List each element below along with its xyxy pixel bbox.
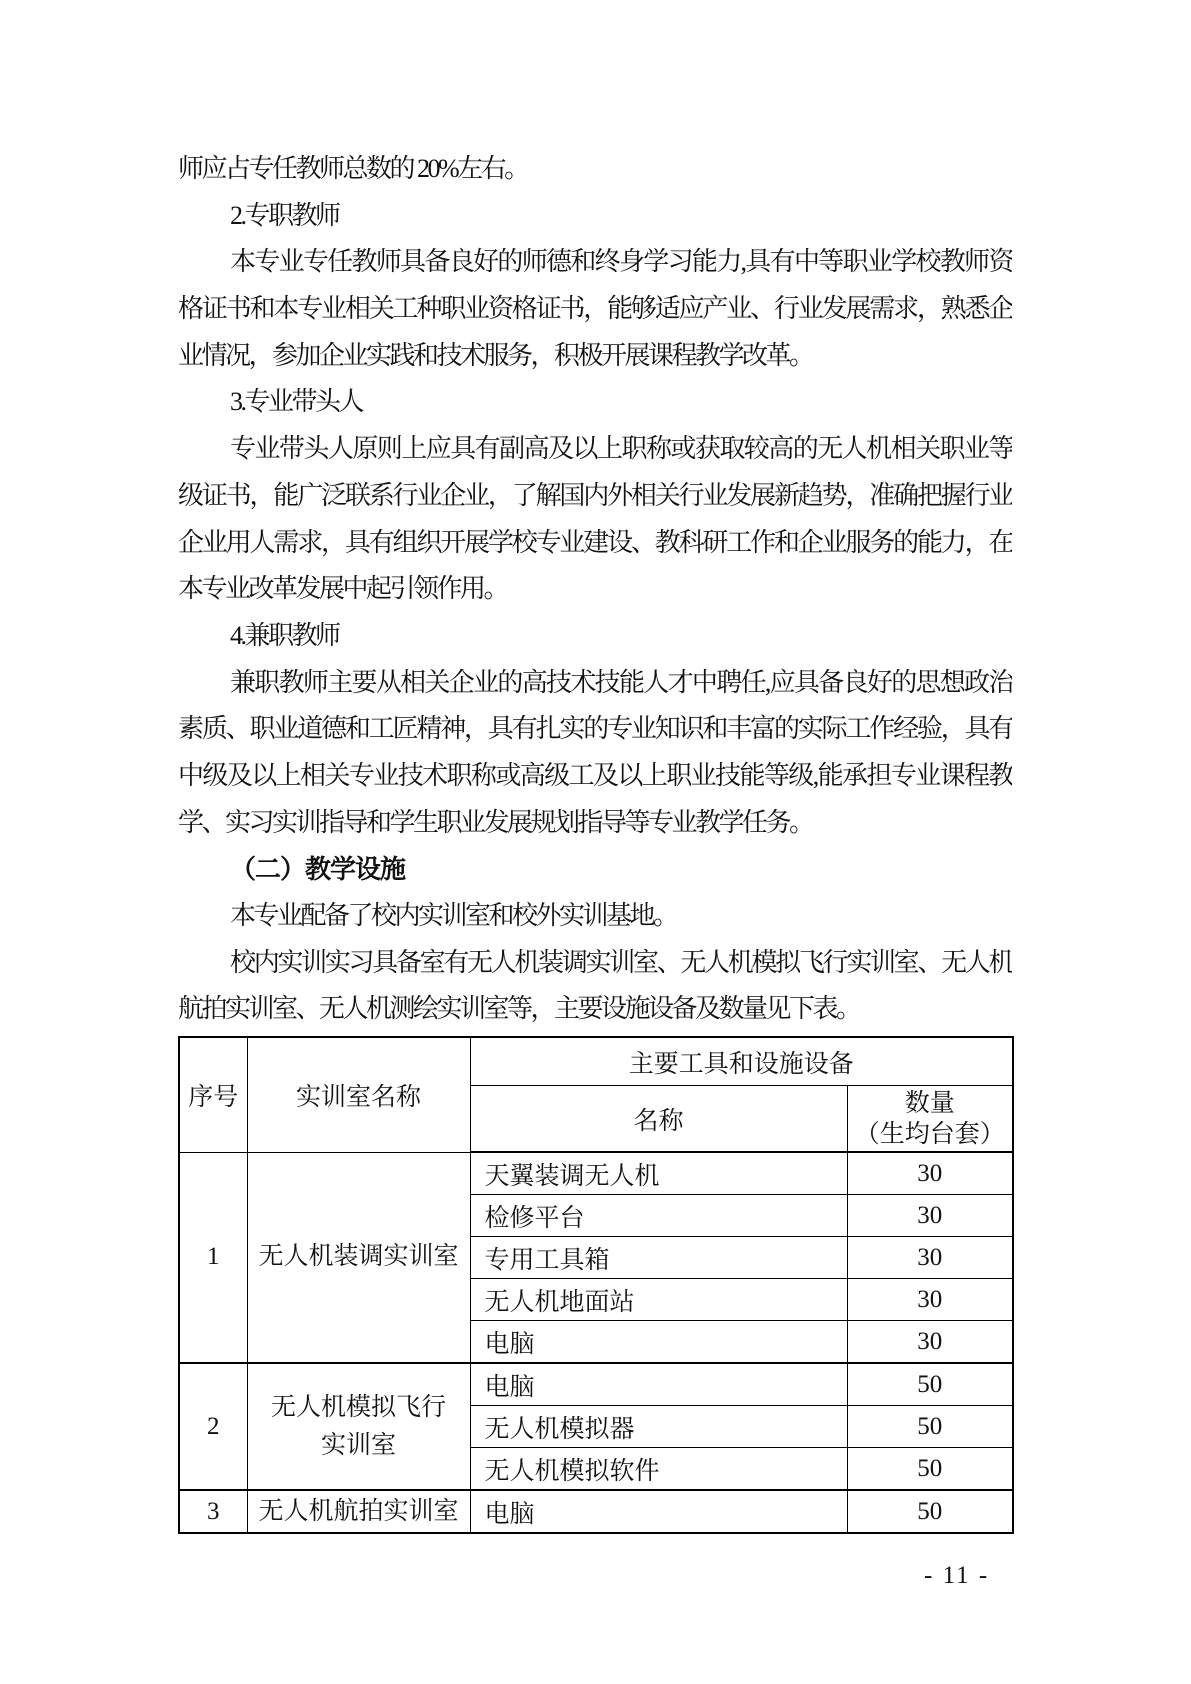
paragraph-line: 校内实训实习具备室有无人机装调实训室、无人机模拟飞行实训室、无人机 xyxy=(230,947,1012,977)
paragraph-line: 中级及以上相关专业技术职称或高级工及以上职业技能等级,能承担专业课程教 xyxy=(178,760,1012,790)
table-header-row xyxy=(179,1037,1013,1086)
cell-item-name: 无人机模拟软件 xyxy=(470,1448,847,1491)
cell-room-name: 无人机模拟飞行 实训室 xyxy=(247,1363,470,1490)
table-row xyxy=(179,1152,1013,1195)
cell-item-name: 专用工具箱 xyxy=(470,1237,847,1279)
paragraph-line: 2.专职教师 xyxy=(230,200,339,230)
cell-item-name: 电脑 xyxy=(470,1321,847,1364)
table-row xyxy=(179,1490,1013,1533)
paragraph-line: 企业用人需求，具有组织开展学校专业建设、教科研工作和企业服务的能力，在 xyxy=(178,527,1012,557)
body-text xyxy=(178,146,1012,1033)
qty-header-line1: 数量 xyxy=(904,1089,955,1117)
facilities-table xyxy=(178,1036,1014,1534)
col-header-tools: 主要工具和设施设备 xyxy=(470,1037,1013,1086)
section-heading: （二）教学设施 xyxy=(230,854,406,885)
paragraph-line: 本专业配备了校内实训室和校外实训基地。 xyxy=(230,901,677,930)
paragraph-line: 师应占专任教师总数的 20%左右。 xyxy=(178,154,528,183)
cell-item-name: 检修平台 xyxy=(470,1195,847,1237)
col-header-qty xyxy=(847,1086,1013,1153)
col-header-name: 名称 xyxy=(470,1086,847,1153)
cell-item-name: 天翼装调无人机 xyxy=(470,1152,847,1195)
cell-item-name: 无人机地面站 xyxy=(470,1279,847,1321)
cell-item-qty: 30 xyxy=(847,1237,1013,1279)
cell-room-index: 1 xyxy=(179,1152,247,1363)
cell-item-qty: 50 xyxy=(847,1406,1013,1448)
paragraph-line: 业情况，参加企业实践和技术服务，积极开展课程教学改革。 xyxy=(178,340,813,370)
paragraph-line: 本专业专任教师具备良好的师德和终身学习能力,具有中等职业学校教师资 xyxy=(230,247,1012,277)
cell-item-name: 电脑 xyxy=(470,1363,847,1406)
cell-item-qty: 30 xyxy=(847,1152,1013,1195)
paragraph-line: 兼职教师主要从相关企业的高技术技能人才中聘任,应具备良好的思想政治 xyxy=(230,667,1012,697)
qty-header-line2: （生均台套） xyxy=(854,1120,1005,1148)
paragraph-line: 素质、职业道德和工匠精神，具有扎实的专业知识和丰富的实际工作经验，具有 xyxy=(178,714,1012,744)
cell-item-qty: 30 xyxy=(847,1195,1013,1237)
cell-room-index: 2 xyxy=(179,1363,247,1490)
cell-item-qty: 50 xyxy=(847,1448,1013,1491)
paragraph-line: 专业带头人原则上应具有副高及以上职称或获取较高的无人机相关职业等 xyxy=(230,434,1012,464)
paragraph-line: 航拍实训室、无人机测绘实训室等，主要设施设备及数量见下表。 xyxy=(178,994,860,1024)
table-row xyxy=(179,1363,1013,1406)
cell-item-qty: 30 xyxy=(847,1279,1013,1321)
cell-item-qty: 50 xyxy=(847,1363,1013,1406)
paragraph-line: 级证书，能广泛联系行业企业，了解国内外相关行业发展新趋势，准确把握行业 xyxy=(178,480,1012,510)
paragraph-line: 3.专业带头人 xyxy=(230,387,363,417)
cell-item-qty: 50 xyxy=(847,1490,1013,1533)
cell-item-name: 电脑 xyxy=(470,1490,847,1533)
col-header-room: 实训室名称 xyxy=(247,1037,470,1152)
paragraph-line: 学、实习实训指导和学生职业发展规划指导等专业教学任务。 xyxy=(178,807,813,837)
cell-room-name: 无人机装调实训室 xyxy=(247,1152,470,1363)
cell-room-index: 3 xyxy=(179,1490,247,1533)
cell-room-name: 无人机航拍实训室 xyxy=(247,1490,470,1533)
paragraph-line: 本专业改革发展中起引领作用。 xyxy=(178,574,508,604)
cell-item-name: 无人机模拟器 xyxy=(470,1406,847,1448)
cell-item-qty: 30 xyxy=(847,1321,1013,1364)
page-number: - 11 - xyxy=(924,1562,990,1589)
paragraph-line: 格证书和本专业相关工种职业资格证书，能够适应产业、行业发展需求，熟悉企 xyxy=(178,294,1012,324)
col-header-index: 序号 xyxy=(179,1037,247,1152)
paragraph-line: 4.兼职教师 xyxy=(230,620,339,650)
